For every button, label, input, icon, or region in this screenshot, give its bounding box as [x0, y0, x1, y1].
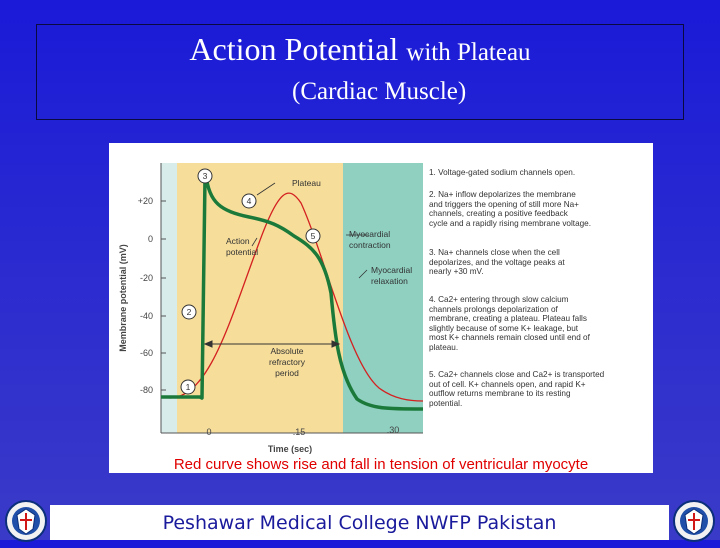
action-potential-label-line2: potential [226, 247, 259, 257]
legend-line: potential. [429, 398, 463, 408]
x-tick-label: .15 [292, 427, 306, 437]
y-tick-label: +20 [137, 196, 153, 206]
legend-item-5 [429, 370, 647, 408]
slide-title [37, 31, 683, 68]
legend-line: 5. Ca2+ channels close and Ca2+ is transported [429, 370, 605, 379]
legend-line: out of cell. K+ channels open, and rapid K+ [429, 379, 586, 389]
title-box [36, 24, 684, 120]
college-crest-icon [4, 499, 48, 543]
y-axis-label: Membrane potential (mV) [118, 244, 128, 352]
legend-line: depolarizes, and the voltage peaks at [429, 257, 565, 267]
legend-item-3 [429, 248, 647, 277]
college-crest-icon [672, 499, 716, 543]
y-tick-label: -60 [139, 348, 153, 358]
legend-line: and triggers the opening of still more Na+ [429, 199, 579, 209]
y-tick-label: 0 [147, 234, 153, 244]
marker-5: 5 [310, 231, 316, 241]
legend-line: most K+ channels remain closed until end of [429, 333, 590, 343]
marker-1: 1 [185, 382, 191, 392]
action-potential-figure [109, 143, 653, 473]
figure-caption: Red curve shows rise and fall in tension of ventricular myocyte [173, 456, 589, 473]
x-tick-label: 0 [206, 427, 212, 437]
title-suffix: with Plateau [406, 39, 531, 66]
marker-4: 4 [246, 196, 252, 206]
action-potential-label-line1: Action [226, 236, 250, 246]
legend-line: plateau. [429, 342, 459, 352]
y-tick-label: -80 [139, 385, 153, 395]
y-tick-label: -20 [139, 273, 153, 283]
legend-line: channels prolongs depolarization of [429, 304, 558, 314]
legend-line: outflow returns membrane to its resting [429, 389, 571, 399]
resting-zone [161, 163, 177, 433]
slide-subtitle: (Cardiac Muscle) [292, 78, 467, 105]
footer-bar [50, 505, 669, 540]
legend-line: 1. Voltage-gated sodium channels open. [429, 168, 576, 177]
marker-3: 3 [202, 171, 208, 181]
refractory-label-line1: Absolute [270, 346, 304, 356]
legend-item-1 [429, 168, 647, 178]
legend-line: nearly +30 mV. [429, 267, 484, 277]
legend-line: slightly because of some K+ leakage, but [429, 323, 579, 333]
legend-line: channels, creating a positive feedback [429, 209, 568, 219]
refractory-label-line2: refractory [269, 357, 305, 367]
footer-title: Peshawar Medical College NWFP Pakistan [162, 512, 557, 534]
contraction-label-line2: contraction [349, 240, 391, 250]
relaxation-label-line1: Myocardial [371, 265, 413, 275]
relaxation-label-line2: relaxation [371, 276, 408, 286]
legend-line: membrane, creating a plateau. Plateau falls [429, 314, 587, 324]
plateau-label: Plateau [292, 178, 321, 188]
relaxation-zone [343, 163, 423, 433]
legend-item-4 [429, 295, 647, 353]
x-tick-label: .30 [386, 425, 400, 435]
legend-line: 3. Na+ channels close when the cell [429, 248, 560, 257]
legend-item-2 [429, 190, 647, 228]
x-axis-label: Time (sec) [267, 444, 313, 454]
marker-2: 2 [186, 307, 192, 317]
contraction-label-line1: Myocardial [349, 229, 391, 239]
title-main: Action Potential [189, 31, 399, 67]
refractory-label-line3: period [275, 368, 299, 378]
y-tick-label: -40 [139, 311, 153, 321]
legend-line: 2. Na+ inflow depolarizes the membrane [429, 190, 576, 199]
legend-line: 4. Ca2+ entering through slow calcium [429, 295, 569, 304]
legend-line: cycle and a rapidly rising membrane voltage. [429, 218, 592, 228]
